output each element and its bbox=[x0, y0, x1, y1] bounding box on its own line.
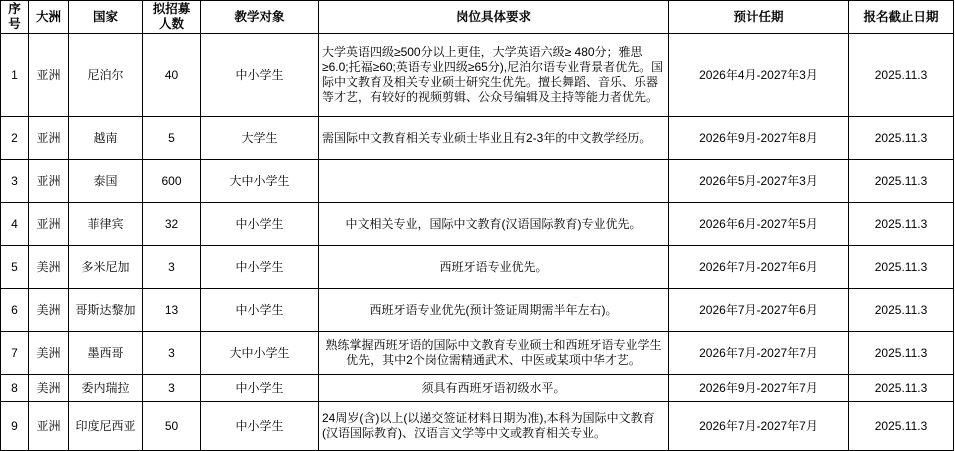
cell-term: 2026年5月-2027年3月 bbox=[669, 160, 849, 203]
cell-deadline: 2025.11.3 bbox=[849, 34, 954, 117]
table-row bbox=[1, 34, 954, 117]
cell-continent: 亚洲 bbox=[29, 203, 69, 246]
cell-seq: 1 bbox=[1, 34, 29, 117]
cell-deadline: 2025.11.3 bbox=[849, 375, 954, 402]
cell-seq: 5 bbox=[1, 246, 29, 289]
cell-quota: 3 bbox=[143, 332, 201, 375]
cell-term: 2026年6月-2027年5月 bbox=[669, 203, 849, 246]
cell-term: 2026年7月-2027年7月 bbox=[669, 402, 849, 451]
cell-deadline: 2025.11.3 bbox=[849, 203, 954, 246]
cell-teaching-target: 大中小学生 bbox=[201, 332, 319, 375]
cell-term: 2026年7月-2027年6月 bbox=[669, 289, 849, 332]
cell-requirements: 24周岁(含)以上(以递交签证材料日期为准),本科为国际中文教育(汉语国际教育)、汉语言文学等中文或教育相关专业。 bbox=[319, 402, 669, 451]
cell-requirements bbox=[319, 160, 669, 203]
cell-quota: 13 bbox=[143, 289, 201, 332]
cell-teaching-target: 中小学生 bbox=[201, 203, 319, 246]
cell-requirements: 大学英语四级≥500分以上更佳，大学英语六级≥ 480分；雅思≥6.0;托福≥60;英语专业四级≥65分),尼泊尔语专业背景者优先。国际中文教育及相关专业硕士研究生优先。擅长舞蹈、音乐、乐器等才艺，有较好的视频剪辑、公众号编辑及主持等能力者优先。 bbox=[319, 34, 669, 117]
cell-requirements: 西班牙语专业优先(预计签证周期需半年左右)。 bbox=[319, 289, 669, 332]
cell-continent: 美洲 bbox=[29, 375, 69, 402]
cell-teaching-target: 中小学生 bbox=[201, 375, 319, 402]
cell-country: 印度尼西亚 bbox=[69, 402, 143, 451]
table-row bbox=[1, 246, 954, 289]
cell-country: 墨西哥 bbox=[69, 332, 143, 375]
cell-seq: 6 bbox=[1, 289, 29, 332]
cell-quota: 600 bbox=[143, 160, 201, 203]
cell-continent: 亚洲 bbox=[29, 117, 69, 160]
cell-country: 多米尼加 bbox=[69, 246, 143, 289]
cell-term: 2026年7月-2027年6月 bbox=[669, 246, 849, 289]
cell-requirements: 须具有西班牙语初级水平。 bbox=[319, 375, 669, 402]
column-header-quota-line1: 拟招募 bbox=[152, 2, 191, 16]
cell-quota: 32 bbox=[143, 203, 201, 246]
column-header-teaching-target: 教学对象 bbox=[201, 1, 319, 34]
table-row bbox=[1, 289, 954, 332]
cell-country: 泰国 bbox=[69, 160, 143, 203]
cell-teaching-target: 大中小学生 bbox=[201, 160, 319, 203]
table-row bbox=[1, 203, 954, 246]
cell-quota: 5 bbox=[143, 117, 201, 160]
cell-continent: 亚洲 bbox=[29, 34, 69, 117]
cell-continent: 美洲 bbox=[29, 332, 69, 375]
cell-quota: 3 bbox=[143, 375, 201, 402]
cell-seq: 7 bbox=[1, 332, 29, 375]
cell-term: 2026年9月-2027年7月 bbox=[669, 375, 849, 402]
cell-country: 尼泊尔 bbox=[69, 34, 143, 117]
cell-country: 哥斯达黎加 bbox=[69, 289, 143, 332]
table-row bbox=[1, 402, 954, 451]
cell-teaching-target: 中小学生 bbox=[201, 246, 319, 289]
table-header bbox=[1, 1, 954, 34]
cell-teaching-target: 中小学生 bbox=[201, 34, 319, 117]
cell-requirements: 西班牙语专业优先。 bbox=[319, 246, 669, 289]
column-header-seq: 序号 bbox=[1, 1, 29, 34]
cell-teaching-target: 大学生 bbox=[201, 117, 319, 160]
cell-seq: 4 bbox=[1, 203, 29, 246]
cell-deadline: 2025.11.3 bbox=[849, 289, 954, 332]
cell-quota: 50 bbox=[143, 402, 201, 451]
cell-term: 2026年4月-2027年3月 bbox=[669, 34, 849, 117]
cell-seq: 2 bbox=[1, 117, 29, 160]
column-header-quota-line2: 人数 bbox=[158, 17, 184, 31]
cell-deadline: 2025.11.3 bbox=[849, 332, 954, 375]
column-header-requirements: 岗位具体要求 bbox=[319, 1, 669, 34]
table-row bbox=[1, 332, 954, 375]
column-header-term: 预计任期 bbox=[669, 1, 849, 34]
cell-requirements: 中文相关专业，国际中文教育(汉语国际教育)专业优先。 bbox=[319, 203, 669, 246]
cell-seq: 8 bbox=[1, 375, 29, 402]
table-body bbox=[1, 34, 954, 451]
cell-deadline: 2025.11.3 bbox=[849, 160, 954, 203]
column-header-quota bbox=[143, 1, 201, 34]
column-header-continent: 大洲 bbox=[29, 1, 69, 34]
cell-seq: 3 bbox=[1, 160, 29, 203]
table-row bbox=[1, 160, 954, 203]
cell-quota: 3 bbox=[143, 246, 201, 289]
cell-continent: 美洲 bbox=[29, 246, 69, 289]
cell-teaching-target: 中小学生 bbox=[201, 402, 319, 451]
cell-continent: 美洲 bbox=[29, 289, 69, 332]
cell-term: 2026年9月-2027年8月 bbox=[669, 117, 849, 160]
cell-continent: 亚洲 bbox=[29, 402, 69, 451]
cell-requirements: 需国际中文教育相关专业硕士毕业且有2-3年的中文教学经历。 bbox=[319, 117, 669, 160]
cell-deadline: 2025.11.3 bbox=[849, 246, 954, 289]
cell-country: 越南 bbox=[69, 117, 143, 160]
cell-seq: 9 bbox=[1, 402, 29, 451]
cell-country: 菲律宾 bbox=[69, 203, 143, 246]
cell-quota: 40 bbox=[143, 34, 201, 117]
column-header-country: 国家 bbox=[69, 1, 143, 34]
cell-deadline: 2025.11.3 bbox=[849, 117, 954, 160]
cell-teaching-target: 中小学生 bbox=[201, 289, 319, 332]
cell-deadline: 2025.11.3 bbox=[849, 402, 954, 451]
cell-requirements: 熟练掌握西班牙语的国际中文教育专业硕士和西班牙语专业学生优先，其中2个岗位需精通武术、中医或某项中华才艺。 bbox=[319, 332, 669, 375]
table-row bbox=[1, 375, 954, 402]
cell-country: 委内瑞拉 bbox=[69, 375, 143, 402]
table-row bbox=[1, 117, 954, 160]
cell-continent: 亚洲 bbox=[29, 160, 69, 203]
column-header-deadline: 报名截止日期 bbox=[849, 1, 954, 34]
table-header-row bbox=[1, 1, 954, 34]
cell-term: 2026年7月-2027年7月 bbox=[669, 332, 849, 375]
